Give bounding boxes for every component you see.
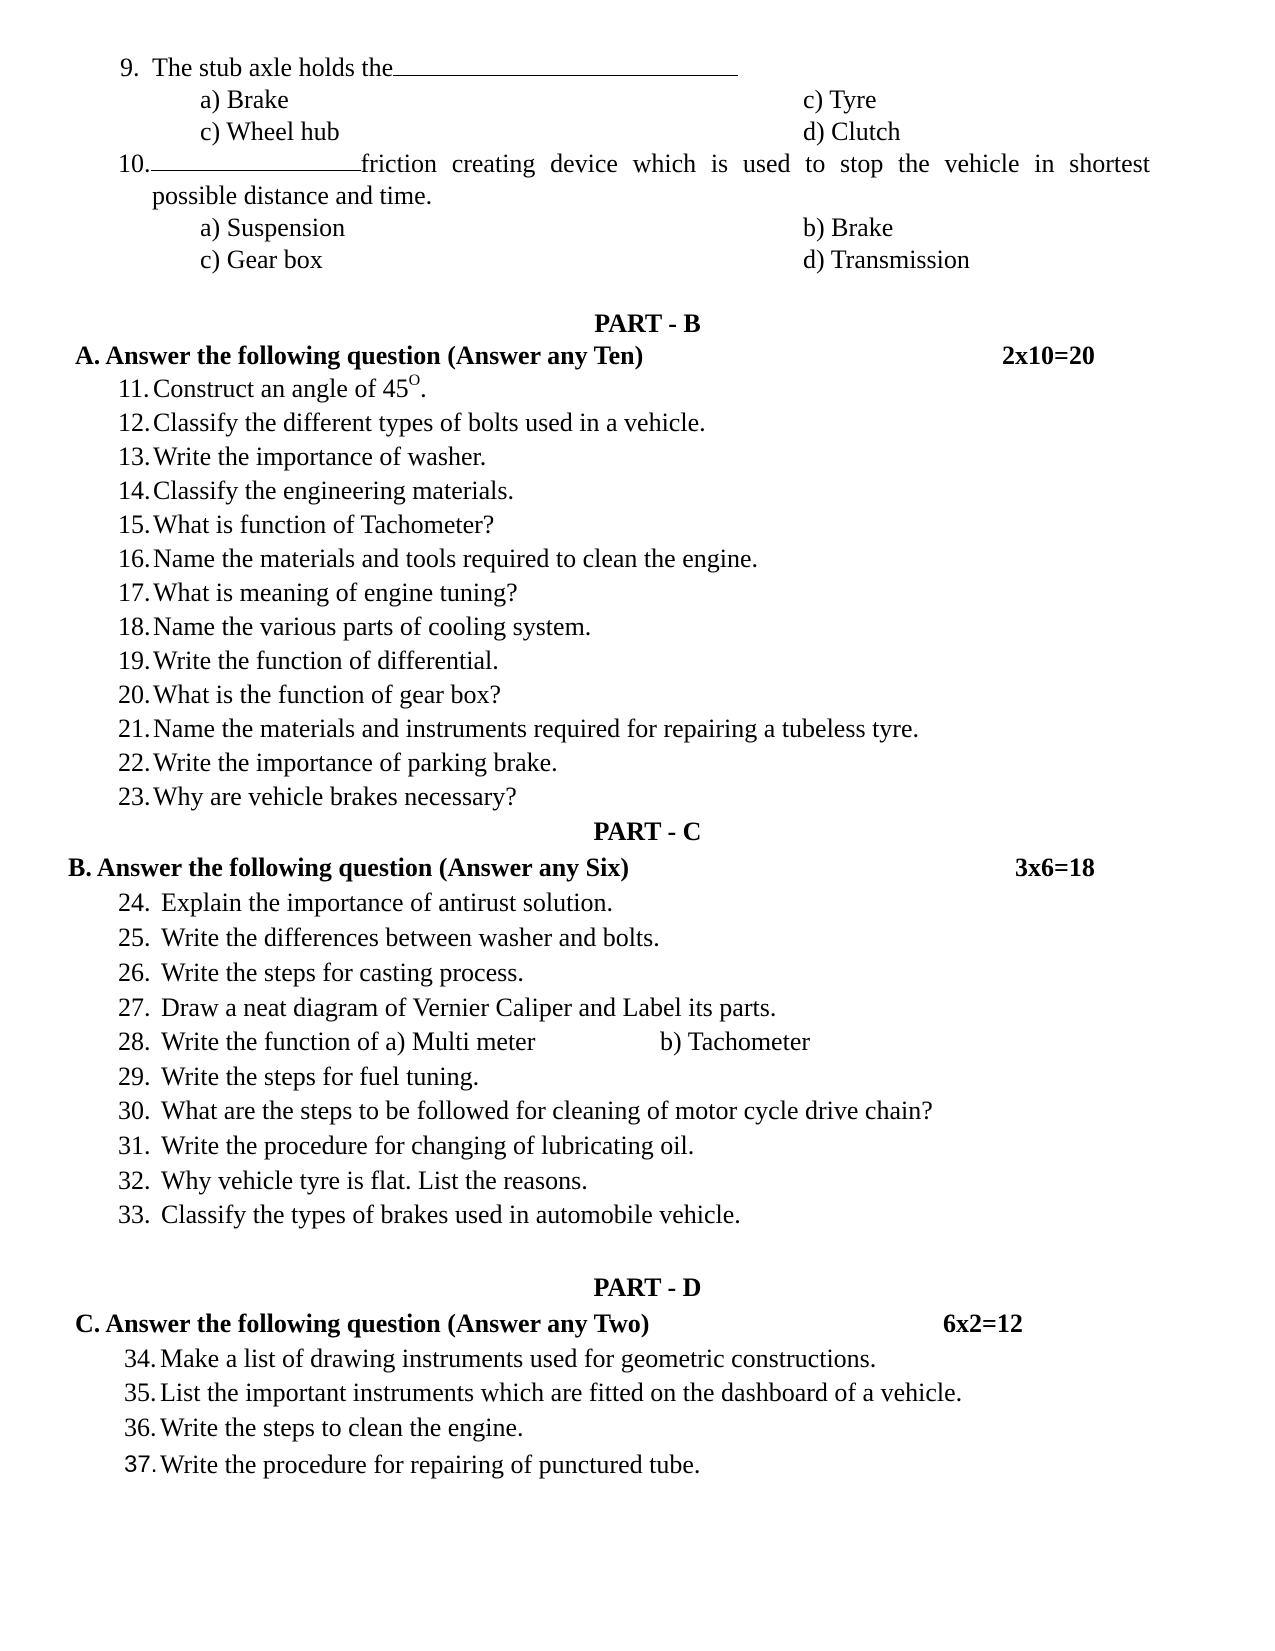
- question-text: Make a list of drawing instruments used for geometric constructions.: [160, 1344, 877, 1373]
- question-text: What is meaning of engine tuning?: [153, 578, 518, 607]
- question-number: 19.: [118, 646, 151, 675]
- option-a: a) Suspension: [200, 213, 346, 242]
- question-9: [120, 52, 738, 84]
- question-number: 13.: [118, 442, 151, 471]
- question-text: Why vehicle tyre is flat. List the reasons.: [161, 1166, 588, 1195]
- option-d: d) Transmission: [803, 245, 970, 274]
- question-text: Why are vehicle brakes necessary?: [153, 782, 517, 811]
- question-number: 24.: [118, 888, 151, 917]
- question-number: 14.: [118, 476, 151, 505]
- question-number: 35.: [124, 1378, 157, 1407]
- question-number: 30.: [118, 1096, 151, 1125]
- question-text: The stub axle holds the: [152, 53, 394, 82]
- question-text: Write the importance of washer.: [153, 442, 487, 471]
- question-number: 17.: [118, 578, 151, 607]
- question-number: 10.: [118, 149, 151, 178]
- question-number: 11.: [118, 374, 150, 403]
- degree-superscript: O: [408, 372, 421, 389]
- part-b-marks: 2x10=20: [1002, 341, 1095, 370]
- question-number: 28.: [118, 1027, 151, 1056]
- question-text: Write the procedure for repairing of punctured tube.: [160, 1450, 701, 1479]
- question-number: 27.: [118, 993, 151, 1022]
- question-text: What is function of Tachometer?: [153, 510, 495, 539]
- question-text: Write the differences between washer and bolts.: [161, 923, 660, 952]
- question-text: Draw a neat diagram of Vernier Caliper and Label its parts.: [161, 993, 777, 1022]
- option-c: c) Gear box: [200, 245, 323, 274]
- question-number: 23.: [118, 782, 151, 811]
- question-number: 29.: [118, 1062, 151, 1091]
- question-option-b: b) Tachometer: [660, 1027, 811, 1056]
- question-number: 12.: [118, 408, 151, 437]
- question-text: List the important instruments which are fitted on the dashboard of a vehicle.: [160, 1378, 963, 1407]
- question-number: 22.: [118, 748, 151, 777]
- option-c: c) Wheel hub: [200, 117, 340, 146]
- part-c-title: PART - C: [593, 817, 702, 846]
- answer-blank: [393, 53, 738, 76]
- question-text: Classify the different types of bolts used in a vehicle.: [153, 408, 706, 437]
- answer-blank: [151, 148, 361, 171]
- part-c-heading: B. Answer the following question (Answer any Six): [68, 853, 629, 882]
- question-text: What is the function of gear box?: [153, 680, 501, 709]
- question-number: 25.: [118, 923, 151, 952]
- question-number: 18.: [118, 612, 151, 641]
- question-text: Write the steps for casting process.: [161, 958, 524, 987]
- question-10: [118, 148, 1150, 180]
- question-number: 31.: [118, 1131, 151, 1160]
- question-text: Write the function of differential.: [153, 646, 499, 675]
- option-b: b) Brake: [803, 213, 894, 242]
- question-number: 16.: [118, 544, 151, 573]
- question-text: friction creating device which is used to stop the vehicle in shortest: [360, 149, 1150, 178]
- question-text: What are the steps to be followed for cleaning of motor cycle drive chain?: [161, 1096, 933, 1125]
- part-b-title: PART - B: [594, 309, 701, 338]
- part-b-heading: A. Answer the following question (Answer any Ten): [75, 341, 644, 370]
- question-text: Write the function of a) Multi meter: [161, 1027, 536, 1056]
- option-a: a) Brake: [200, 85, 289, 114]
- option-b: c) Tyre: [803, 85, 877, 114]
- question-text: Write the procedure for changing of lubricating oil.: [161, 1131, 695, 1160]
- part-d-title: PART - D: [593, 1273, 702, 1302]
- question-text: Write the steps for fuel tuning.: [161, 1062, 480, 1091]
- option-d: d) Clutch: [803, 117, 901, 146]
- question-number: 37.: [124, 1451, 158, 1478]
- question-number: 21.: [118, 714, 151, 743]
- question-number: 34.: [124, 1344, 157, 1373]
- question-text: Name the various parts of cooling system.: [153, 612, 592, 641]
- question-number: 9.: [120, 53, 140, 82]
- question-text: Classify the types of brakes used in automobile vehicle.: [161, 1200, 741, 1229]
- part-d-marks: 6x2=12: [943, 1309, 1023, 1338]
- question-text: Construct an angle of $45^O$.: [153, 372, 427, 403]
- question-text: Name the materials and instruments required for repairing a tubeless tyre.: [153, 714, 920, 743]
- part-c-marks: 3x6=18: [1015, 853, 1095, 882]
- question-text: Write the importance of parking brake.: [153, 748, 558, 777]
- question-10-continuation: possible distance and time.: [152, 181, 433, 210]
- question-text: Name the materials and tools required to clean the engine.: [153, 544, 758, 573]
- part-d-heading: C. Answer the following question (Answer any Two): [75, 1309, 650, 1338]
- question-number: 20.: [118, 680, 151, 709]
- question-number: 33.: [118, 1200, 151, 1229]
- question-text: Classify the engineering materials.: [153, 476, 515, 505]
- question-text: Write the steps to clean the engine.: [160, 1413, 524, 1442]
- question-number: 15.: [118, 510, 151, 539]
- question-number: 32.: [118, 1166, 151, 1195]
- question-text: Explain the importance of antirust solution.: [161, 888, 614, 917]
- question-number: 26.: [118, 958, 151, 987]
- question-number: 36.: [124, 1413, 157, 1442]
